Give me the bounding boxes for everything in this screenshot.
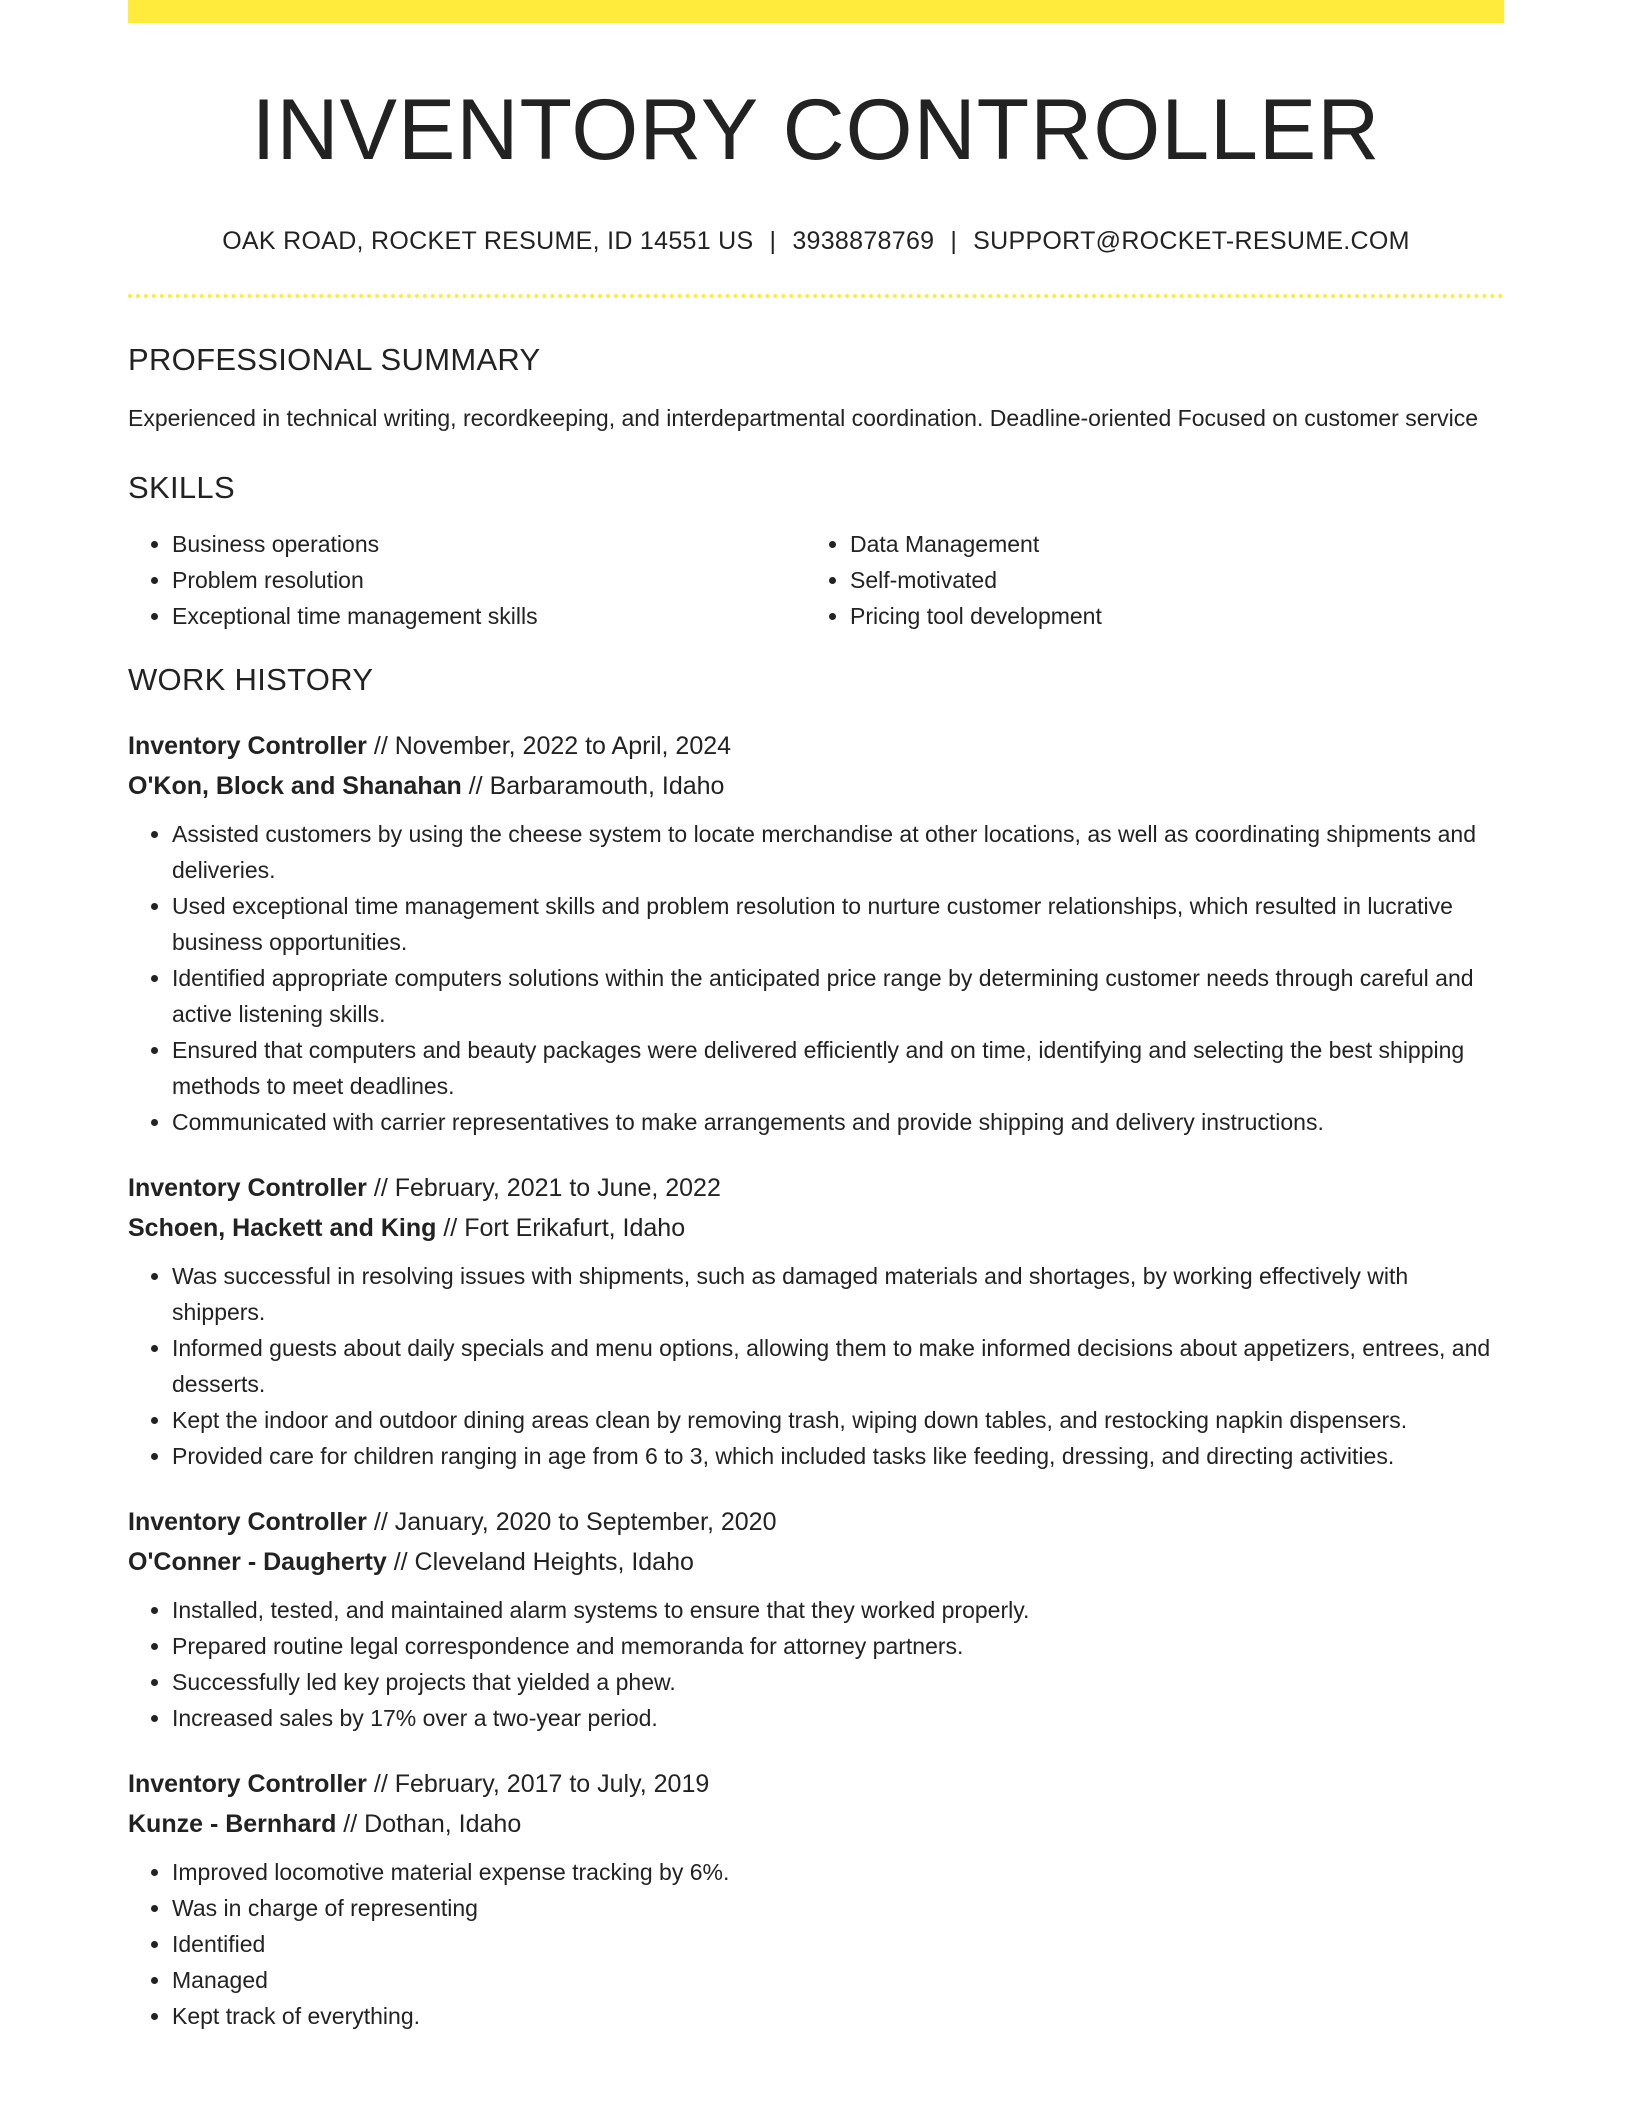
- contact-phone: 3938878769: [792, 227, 935, 256]
- job-role: Inventory Controller: [128, 732, 367, 761]
- work-history-heading: WORK HISTORY: [128, 662, 374, 698]
- dotted-divider: [128, 294, 1504, 298]
- job-title-line: [128, 1764, 1504, 1804]
- job-bullet: • Ensured that computers and beauty packages were delivered efficiently and on time, identifying and selecting the best shipping methods to meet deadlines.: [172, 1032, 1504, 1104]
- skill-item: • Business operations: [172, 526, 806, 562]
- skill-item: • Problem resolution: [172, 562, 806, 598]
- job-entry: [128, 1168, 1504, 1474]
- job-dates: February, 2021 to June, 2022: [394, 1174, 721, 1203]
- job-dates: November, 2022 to April, 2024: [394, 732, 732, 761]
- skill-item: • Data Management: [850, 526, 1484, 562]
- contact-address: OAK ROAD, ROCKET RESUME, ID 14551 US: [222, 227, 754, 256]
- job-company: O'Kon, Block and Shanahan: [128, 772, 462, 801]
- job-entry: [128, 1502, 1504, 1736]
- contact-separator: |: [950, 227, 958, 256]
- job-location: Fort Erikafurt, Idaho: [464, 1214, 686, 1243]
- job-entry: [128, 726, 1504, 1140]
- job-bullet: • Provided care for children ranging in age from 6 to 3, which included tasks like feeding, dressing, and directing activities.: [172, 1438, 1504, 1474]
- job-bullet: • Improved locomotive material expense tracking by 6%.: [172, 1854, 1504, 1890]
- job-title-line: [128, 1502, 1504, 1542]
- delimiter: //: [366, 1770, 395, 1799]
- job-dates: January, 2020 to September, 2020: [394, 1508, 777, 1537]
- job-role: Inventory Controller: [128, 1770, 367, 1799]
- job-bullets: [128, 1592, 1504, 1736]
- job-bullet: • Informed guests about daily specials and menu options, allowing them to make informed decisions about appetizers, entrees, and desserts.: [172, 1330, 1504, 1402]
- delimiter: //: [461, 772, 490, 801]
- delimiter: //: [336, 1810, 365, 1839]
- skills-grid: [128, 526, 1504, 634]
- job-company-line: [128, 1804, 1504, 1844]
- delimiter: //: [436, 1214, 465, 1243]
- skills-column-right: [806, 526, 1484, 634]
- contact-line: [128, 227, 1504, 256]
- skill-item: • Self-motivated: [850, 562, 1484, 598]
- skill-item: • Pricing tool development: [850, 598, 1484, 634]
- job-location: Cleveland Heights, Idaho: [414, 1548, 694, 1577]
- job-role: Inventory Controller: [128, 1174, 367, 1203]
- job-bullet: • Prepared routine legal correspondence and memoranda for attorney partners.: [172, 1628, 1504, 1664]
- delimiter: //: [386, 1548, 415, 1577]
- job-bullet: • Kept track of everything.: [172, 1998, 1504, 2034]
- skills-column-left: [128, 526, 806, 634]
- resume-name: INVENTORY CONTROLLER: [251, 82, 1381, 178]
- job-role: Inventory Controller: [128, 1508, 367, 1537]
- delimiter: //: [366, 1508, 395, 1537]
- job-dates: February, 2017 to July, 2019: [394, 1770, 710, 1799]
- job-bullet: • Assisted customers by using the cheese system to locate merchandise at other locations, as well as coordinating shipments and deliveries.: [172, 816, 1504, 888]
- summary-text: Experienced in technical writing, recordkeeping, and interdepartmental coordination. Deadline-oriented Focused on customer service: [128, 405, 1479, 432]
- job-company-line: [128, 766, 1504, 806]
- skills-heading: SKILLS: [128, 470, 235, 506]
- job-bullet: • Successfully led key projects that yielded a phew.: [172, 1664, 1504, 1700]
- job-company: Schoen, Hackett and King: [128, 1214, 437, 1243]
- delimiter: //: [366, 732, 395, 761]
- job-title-line: [128, 1168, 1504, 1208]
- job-location: Barbaramouth, Idaho: [489, 772, 725, 801]
- delimiter: //: [366, 1174, 395, 1203]
- job-bullet: • Was successful in resolving issues with shipments, such as damaged materials and shortages, by working effectively with shippers.: [172, 1258, 1504, 1330]
- job-bullet: • Managed: [172, 1962, 1504, 1998]
- skill-item: • Exceptional time management skills: [172, 598, 806, 634]
- job-bullet: • Used exceptional time management skills and problem resolution to nurture customer relationships, which resulted in lucrative business opportunities.: [172, 888, 1504, 960]
- resume-page: [128, 0, 1504, 2034]
- job-bullets: [128, 1258, 1504, 1474]
- job-bullet: • Increased sales by 17% over a two-year period.: [172, 1700, 1504, 1736]
- job-company: O'Conner - Daugherty: [128, 1548, 387, 1577]
- job-company: Kunze - Bernhard: [128, 1810, 337, 1839]
- job-bullet: • Identified appropriate computers solutions within the anticipated price range by determining customer needs through careful and active listening skills.: [172, 960, 1504, 1032]
- job-title-line: [128, 726, 1504, 766]
- job-company-line: [128, 1542, 1504, 1582]
- contact-separator: |: [769, 227, 777, 256]
- job-bullet: • Kept the indoor and outdoor dining areas clean by removing trash, wiping down tables, and restocking napkin dispensers.: [172, 1402, 1504, 1438]
- job-bullet: • Identified: [172, 1926, 1504, 1962]
- job-entry: [128, 1764, 1504, 2034]
- job-bullets: [128, 1854, 1504, 2034]
- job-bullet: • Communicated with carrier representatives to make arrangements and provide shipping and delivery instructions.: [172, 1104, 1504, 1140]
- top-accent-bar: [128, 0, 1504, 23]
- job-bullets: [128, 816, 1504, 1140]
- contact-email: SUPPORT@ROCKET-RESUME.COM: [973, 227, 1410, 256]
- job-location: Dothan, Idaho: [364, 1810, 522, 1839]
- job-bullet: • Was in charge of representing: [172, 1890, 1504, 1926]
- summary-heading: PROFESSIONAL SUMMARY: [128, 342, 541, 378]
- job-company-line: [128, 1208, 1504, 1248]
- job-bullet: • Installed, tested, and maintained alarm systems to ensure that they worked properly.: [172, 1592, 1504, 1628]
